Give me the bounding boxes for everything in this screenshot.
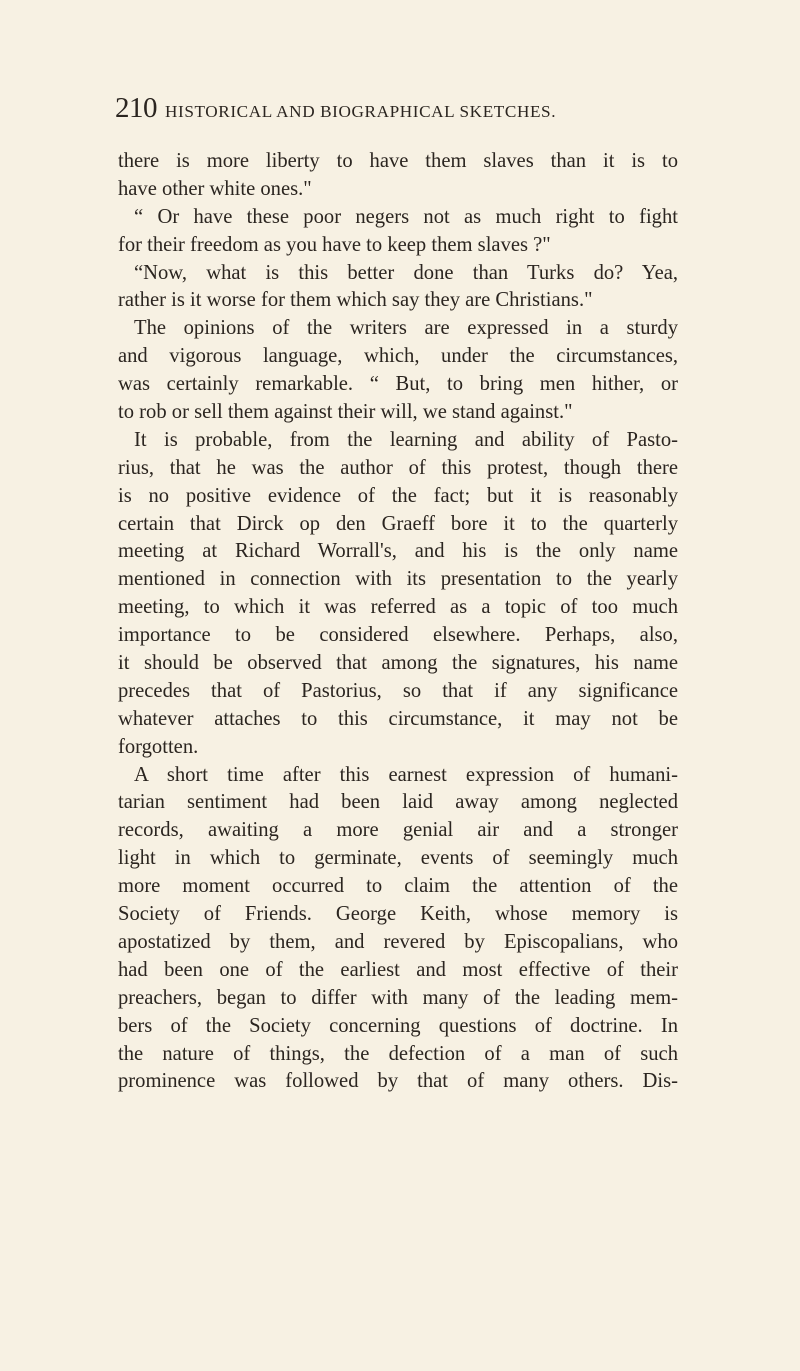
running-title: HISTORICAL AND BIOGRAPHICAL SKETCHES. xyxy=(165,102,557,121)
text-line: Society of Friends. George Keith, whose memory is xyxy=(118,903,678,926)
text-line: tarian sentiment had been laid away among neglected xyxy=(118,791,678,814)
text-line: bers of the Society concerning questions of doctrine. In xyxy=(118,1014,678,1037)
text-line: and vigorous language, which, under the circumstances, xyxy=(118,345,678,368)
text-line: “ Or have these poor negers not as much right to fight xyxy=(134,205,678,228)
text-line: was certainly remarkable. “ But, to bring men hither, or xyxy=(118,373,678,396)
text-line: forgotten. xyxy=(118,735,199,758)
text-line: “Now, what is this better done than Turks do? Yea, xyxy=(134,261,678,284)
text-line: preachers, began to differ with many of the leading mem- xyxy=(118,986,678,1009)
text-line: it should be observed that among the signatures, his name xyxy=(118,652,678,675)
text-line: rius, that he was the author of this protest, though there xyxy=(118,456,678,479)
text-line: certain that Dirck op den Graeff bore it to the quarterly xyxy=(118,512,678,535)
page-header xyxy=(115,92,675,126)
text-line: had been one of the earliest and most effective of their xyxy=(118,958,678,981)
text-line: light in which to germinate, events of seemingly much xyxy=(118,847,678,870)
text-line: whatever attaches to this circumstance, it may not be xyxy=(118,707,678,730)
text-line: there is more liberty to have them slaves than it is to xyxy=(118,150,678,172)
text-line: for their freedom as you have to keep them slaves ?" xyxy=(118,233,551,256)
text-line: apostatized by them, and revered by Episcopalians, who xyxy=(118,930,678,953)
text-line: meeting at Richard Worrall's, and his is the only name xyxy=(118,540,678,563)
text-line: to rob or sell them against their will, we stand against." xyxy=(118,401,573,424)
page-number: 210 xyxy=(115,92,157,124)
text-line: more moment occurred to claim the attention of the xyxy=(118,875,678,898)
body-text xyxy=(118,148,678,1096)
text-line: importance to be considered elsewhere. Perhaps, also, xyxy=(118,624,678,647)
text-line: precedes that of Pastorius, so that if any significance xyxy=(118,679,678,702)
text-line: meeting, to which it was referred as a topic of too much xyxy=(118,596,678,619)
text-line: prominence was followed by that of many others. Dis- xyxy=(118,1070,678,1093)
text-line: records, awaiting a more genial air and a stronger xyxy=(118,819,678,842)
text-line: the nature of things, the defection of a man of such xyxy=(118,1042,678,1065)
text-line: It is probable, from the learning and ability of Pasto- xyxy=(134,428,678,451)
text-line: rather is it worse for them which say they are Christians." xyxy=(118,289,593,312)
text-line: A short time after this earnest expression of humani- xyxy=(134,763,678,786)
text-line: The opinions of the writers are expressed in a sturdy xyxy=(134,317,678,340)
text-line: mentioned in connection with its presentation to the yearly xyxy=(118,568,678,591)
text-line: have other white ones." xyxy=(118,177,312,200)
text-line: is no positive evidence of the fact; but it is reasonably xyxy=(118,484,678,507)
